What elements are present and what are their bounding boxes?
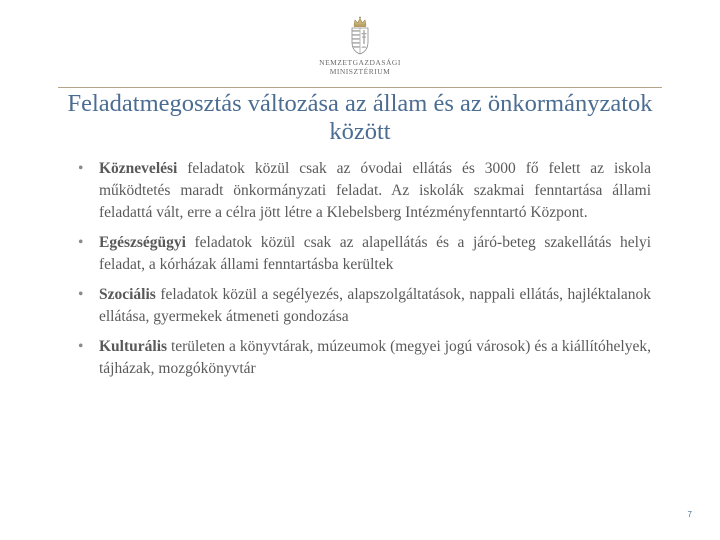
bullet-text: feladatok közül csak az alapellátás és a járó-beteg szakellátás helyi feladat, a kórházak állami fenntartásba kerültek [99,234,651,273]
bullet-keyword: Köznevelési [99,160,178,177]
bullet-list [78,158,651,380]
bullet-icon: • [78,286,84,303]
logo-text-line1: NEMZETGAZDASÁGI [319,58,401,67]
bullet-keyword: Egészségügyi [99,234,186,251]
title-divider [58,87,662,88]
bullet-item-kulturalis [78,336,651,380]
coat-of-arms-icon [348,16,372,56]
bullet-keyword: Kulturális [99,338,168,355]
bullet-item-koznevelesi [78,158,651,224]
bullet-text: feladatok közül csak az óvodai ellátás és 3000 fő felett az iskola működtetés maradt önkormányzati feladat. Az iskolák szakmai fenntartása állami feladattá vált, erre a célra jött létre a Klebelsberg Intézményfenntartó Központ. [99,160,651,221]
bullet-keyword: Szociális [99,286,156,303]
page-number: 7 [687,510,692,519]
logo-text-line2: MINISZTÉRIUM [329,67,391,76]
slide-title [30,90,690,146]
ministry-logo [318,16,402,82]
bullet-text: feladatok közül a segélyezés, alapszolgáltatások, nappali ellátás, hajléktalanok ellátása, gyermekek átmeneti gondozása [99,286,651,325]
bullet-icon: • [78,234,84,251]
bullet-text: területen a könyvtárak, múzeumok (megyei jogú városok) és a kiállítóhelyek, tájházak, mozgókönyvtár [99,338,651,377]
slide-title-line1: Feladatmegosztás változása az állam és az önkormányzatok [67,90,653,117]
bullet-item-szocialis [78,284,651,328]
bullet-icon: • [78,160,84,177]
slide-title-line2: között [329,118,391,145]
bullet-icon: • [78,338,84,355]
bullet-item-egeszsegugyi [78,232,651,276]
